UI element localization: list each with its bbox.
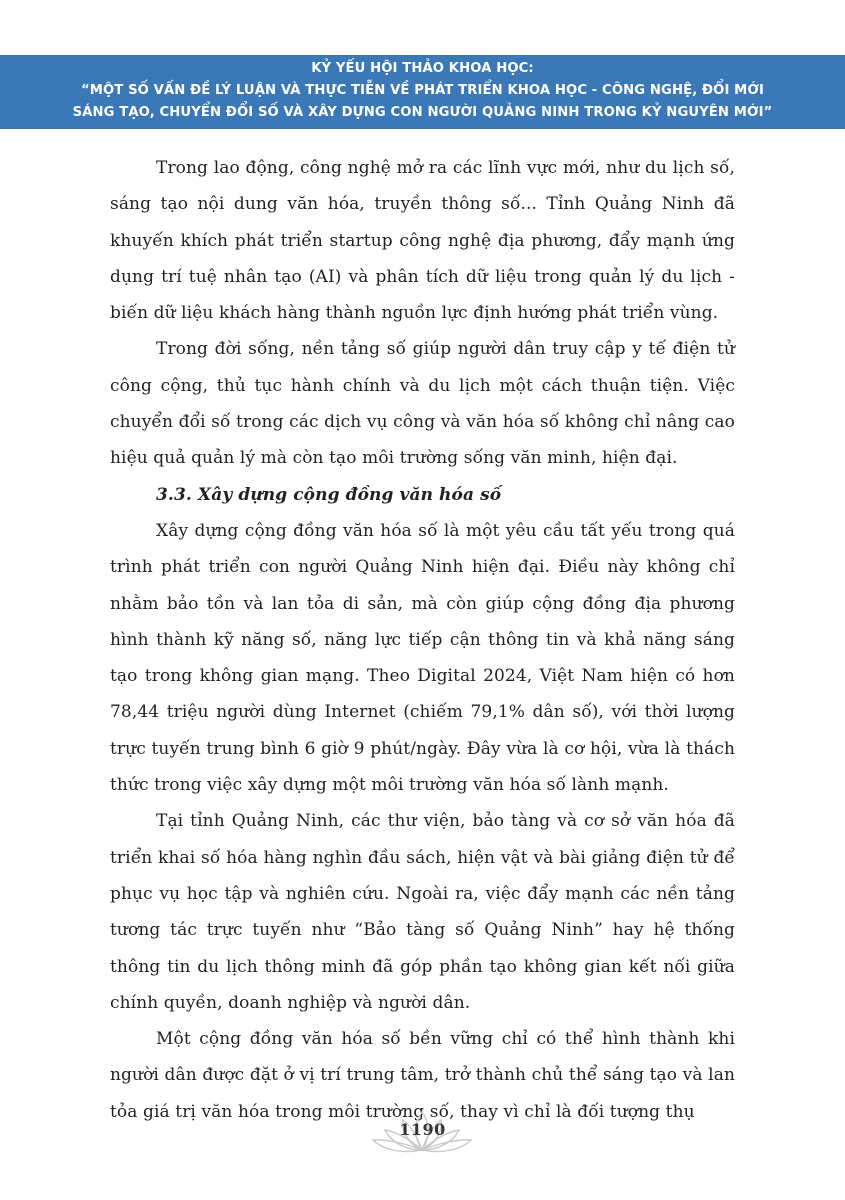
header-title-line-3: SÁNG TẠO, CHUYỂN ĐỔI SỐ VÀ XÂY DỰNG CON NGƯỜI QUẢNG NINH TRONG KỶ NGUYÊN MỚI” (72, 105, 773, 120)
page-number: 1190 (399, 1120, 446, 1139)
section-heading: 3.3. Xây dựng cộng đồng văn hóa số (156, 484, 502, 505)
paragraph-quang-ninh-digitization: Tại tỉnh Quảng Ninh, các thư viện, bảo tàng và cơ sở văn hóa đã triển khai số hóa hàng nghìn đầu sách, hiện vật và bài giảng điện tử để phục vụ học tập và nghiên cứu. Ngoài ra, việc đẩy mạnh các nền tảng tương tác trực tuyến như “Bảo tàng số Quảng Ninh” hay hệ thống thông tin du lịch thông minh đã góp phần tạo không gian kết nối giữa chính quyền, doanh nghiệp và người dân. (110, 811, 735, 1013)
body-text (110, 150, 735, 1130)
paragraph-labor: Trong lao động, công nghệ mở ra các lĩnh vực mới, như du lịch số, sáng tạo nội dung văn hóa, truyền thông số... Tỉnh Quảng Ninh đã khuyến khích phát triển startup công nghệ địa phương, đẩy mạnh ứng dụng trí tuệ nhân tạo (AI) và phân tích dữ liệu trong quản lý du lịch - biến dữ liệu khách hàng thành nguồn lực định hướng phát triển vùng. (110, 158, 735, 324)
paragraph-sustainable-community: Một cộng đồng văn hóa số bền vững chỉ có thể hình thành khi người dân được đặt ở vị trí trung tâm, trở thành chủ thể sáng tạo và lan tỏa giá trị văn hóa trong môi trường số, thay vì chỉ là đối tượng thụ (110, 1029, 735, 1122)
page-header-banner (0, 55, 845, 129)
paragraph-digital-community: Xây dựng cộng đồng văn hóa số là một yêu cầu tất yếu trong quá trình phát triển con người Quảng Ninh hiện đại. Điều này không chỉ nhằm bảo tồn và lan tỏa di sản, mà còn giúp cộng đồng địa phương hình thành kỹ năng số, năng lực tiếp cận thông tin và khả năng sáng tạo trong không gian mạng. Theo Digital 2024, Việt Nam hiện có hơn 78,44 triệu người dùng Internet (chiếm 79,1% dân số), với thời lượng trực tuyến trung bình 6 giờ 9 phút/ngày. Đây vừa là cơ hội, vừa là thách thức trong việc xây dựng một môi trường văn hóa số lành mạnh. (110, 520, 735, 796)
header-title-line-1: KỶ YẾU HỘI THẢO KHOA HỌC: (311, 61, 534, 76)
page-footer (0, 1108, 845, 1168)
header-title-line-2: “MỘT SỐ VẤN ĐỀ LÝ LUẬN VÀ THỰC TIỄN VỀ PHÁT TRIỂN KHOA HỌC - CÔNG NGHỆ, ĐỔI MỚI (80, 83, 765, 98)
paragraph-daily-life: Trong đời sống, nền tảng số giúp người dân truy cập y tế điện tử công cộng, thủ tục hành chính và du lịch một cách thuận tiện. Việc chuyển đổi số trong các dịch vụ công và văn hóa số không chỉ nâng cao hiệu quả quản lý mà còn tạo môi trường sống văn minh, hiện đại. (110, 339, 735, 469)
